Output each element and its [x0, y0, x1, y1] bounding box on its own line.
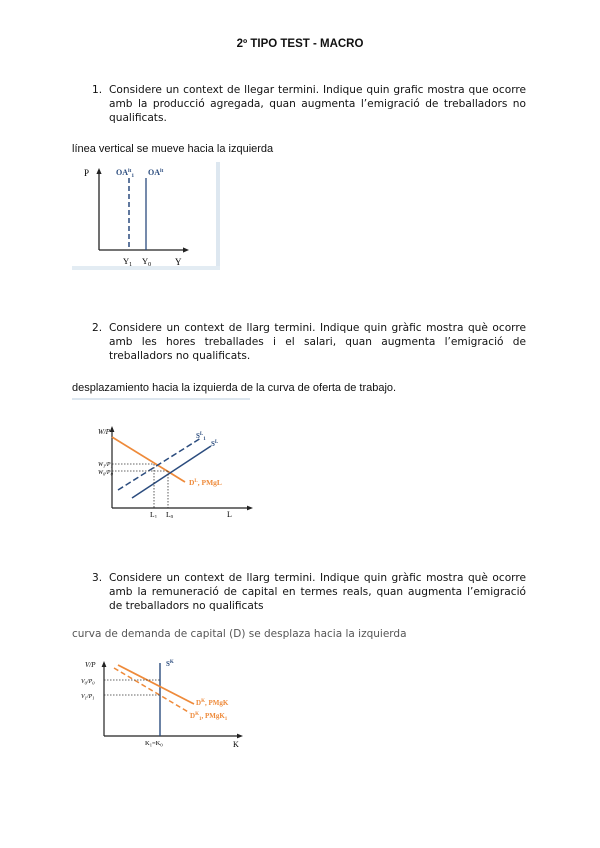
answer-3: curva de demanda de capital (D) se desplaza hacia la izquierda [72, 628, 407, 640]
answer-2: desplazamiento hacia la izquierda de la curva de oferta de trabajo. [72, 382, 397, 394]
tick-y0: $Y_0$ [142, 256, 152, 268]
question-text: Considere un context de llegar termini. Indique quin grafic mostra que ocorre amb la producció agregada, quan augmenta l’emigració de treballadors no qualificats. [109, 84, 526, 125]
arrow-up-icon [110, 426, 115, 432]
figure-edge [216, 162, 220, 270]
aggregate-supply-graph [72, 160, 220, 270]
question-number: 2. [92, 322, 103, 334]
demand-curve-new-label: $D^K_1$, PMgK$_1$ [190, 712, 228, 722]
question-3 [92, 571, 526, 614]
figure-edge [72, 266, 220, 270]
tick-w1: $W_1/P_1$ [98, 462, 113, 469]
demand-curve-old-label: $D^K$, PMgK [196, 699, 229, 707]
answer-1: línea vertical se mueve hacia la izquierda [72, 143, 274, 155]
tick-l0: $L_0$ [166, 510, 174, 518]
labour-market-graph [98, 422, 258, 518]
answer-underline [72, 398, 250, 400]
x-axis-label: L [227, 510, 232, 518]
tick-v0: $V_0/P_0$ [81, 679, 95, 686]
question-text: Considere un context de llarg termini. Indique quin gràfic mostra què ocorre amb les hores treballades i el salari, quan augmenta l’emigració de treballadors no qualificats. [109, 322, 526, 363]
page-title: 2º TIPO TEST - MACRO [236, 38, 364, 50]
question-2 [92, 321, 526, 364]
question-1 [92, 83, 526, 126]
supply-curve-new-label: $S^L_1$ [196, 432, 206, 442]
arrow-right-icon [247, 506, 253, 511]
demand-curve-label: $D^L$, PMgL [189, 478, 222, 487]
tick-l1: $L_1$ [150, 510, 158, 518]
x-axis-label: Y [175, 257, 182, 267]
y-axis-label: V/P [85, 661, 96, 669]
demand-curve [112, 437, 185, 482]
tick-w0: $W_0/P_0$ [98, 470, 113, 477]
tick-k: $K_1=K_0$ [145, 740, 163, 748]
figure-3 [78, 654, 253, 757]
question-number: 1. [92, 84, 103, 96]
tick-y1: $Y_1$ [123, 256, 133, 268]
question-text: Considere un context de llarg termini. Indique quin gràfic mostra què ocorre amb la remuneració de capital en termes reals, quan augmenta l’emigració de treballadors no qualificats [109, 572, 526, 613]
tick-v1: $V_1/P_1$ [81, 694, 95, 701]
demand-curve-new [114, 668, 190, 713]
figure-1 [72, 160, 220, 275]
supply-curve-old [132, 446, 211, 498]
question-number: 3. [92, 572, 103, 584]
x-axis-label: K [233, 740, 239, 749]
curve-oa-new-label: $OA^{lt}_1$ [116, 168, 135, 179]
y-axis-label: P [84, 168, 90, 178]
supply-curve-label: $S^K$ [166, 660, 174, 668]
capital-market-graph [78, 654, 253, 752]
curve-oa-old-label: $OA^{lt}$ [148, 168, 164, 177]
y-axis-label: W/P [98, 428, 111, 436]
supply-curve-old-label: $S^L$ [211, 440, 219, 448]
arrow-up-icon [102, 661, 107, 667]
figure-2 [98, 422, 258, 523]
arrow-right-icon [237, 734, 243, 739]
demand-curve-old [118, 665, 194, 704]
